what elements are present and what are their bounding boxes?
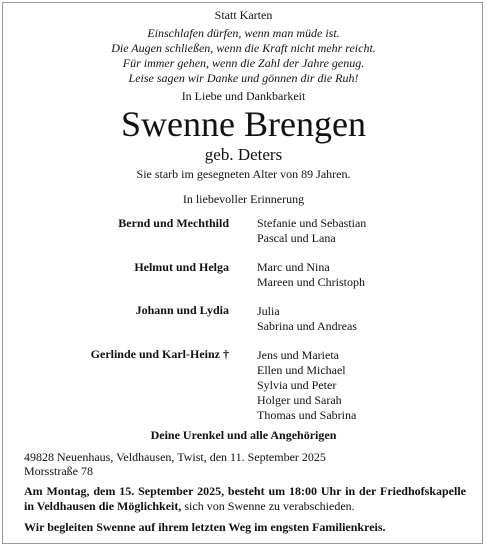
deceased-name: Swenne Brengen: [121, 104, 366, 144]
child-couple: Sabrina und Andreas: [257, 319, 357, 333]
address-block: [24, 450, 326, 478]
family-parents: Helmut und Helga: [134, 260, 229, 274]
address-line: 49828 Neuenhaus, Veldhausen, Twist, den 11. September 2025: [24, 450, 326, 464]
service-info: [24, 484, 466, 514]
service-rest: sich von Swenne zu verabschieden.: [181, 499, 355, 513]
family-parents: Gerlinde und Karl-Heinz †: [90, 347, 229, 361]
child-couple: Holger und Sarah: [257, 393, 342, 407]
child-couple: Stefanie und Sebastian: [257, 216, 367, 230]
poem-line: Die Augen schließen, wenn die Kraft nicht mehr reicht.: [111, 41, 376, 55]
child-couple: Pascal und Lana: [257, 231, 336, 245]
family-children: [257, 260, 365, 290]
intro-line: In Liebe und Dankbarkeit: [181, 89, 306, 103]
family-parents: Johann und Lydia: [135, 303, 229, 317]
family-children: [257, 304, 357, 334]
family-parents: Bernd und Mechthild: [118, 216, 229, 230]
memory-line: In liebevoller Erinnerung: [182, 192, 305, 206]
child-couple: Jens und Marieta: [257, 348, 339, 362]
poem-line: Einschlafen dürfen, wenn man müde ist.: [147, 26, 340, 40]
child-couple: Thomas und Sabrina: [257, 408, 357, 422]
closing-line: Deine Urenkel und alle Angehörigen: [150, 428, 337, 442]
poem-line: Für immer gehen, wenn die Zahl der Jahre genug.: [122, 56, 365, 70]
family-children: [257, 348, 356, 423]
family-children: [257, 216, 366, 246]
service-line: Am Montag, dem 15. September 2025, besteht um 18:00 Uhr in der Friedhofskapelle: [24, 484, 466, 498]
service-location: in Veldhausen die Möglichkeit,: [24, 499, 182, 513]
header-statt-karten: Statt Karten: [214, 8, 273, 22]
child-couple: Mareen und Christoph: [257, 275, 365, 289]
child-couple: Sylvia und Peter: [257, 378, 337, 392]
child-couple: Ellen und Michael: [257, 363, 346, 377]
child-couple: Marc und Nina: [257, 260, 330, 274]
service-line: [24, 499, 466, 514]
poem-line: Leise sagen wir Danke und gönnen dir die Ruh!: [128, 71, 359, 85]
birth-name: geb. Deters: [204, 145, 283, 164]
address-street: Morsstraße 78: [24, 464, 93, 478]
age-line: Sie starb im gesegneten Alter von 89 Jahren.: [136, 167, 351, 181]
final-line: Wir begleiten Swenne auf ihrem letzten Weg im engsten Familienkreis.: [24, 520, 386, 534]
poem: [0, 26, 487, 86]
child-couple: Julia: [257, 304, 280, 318]
